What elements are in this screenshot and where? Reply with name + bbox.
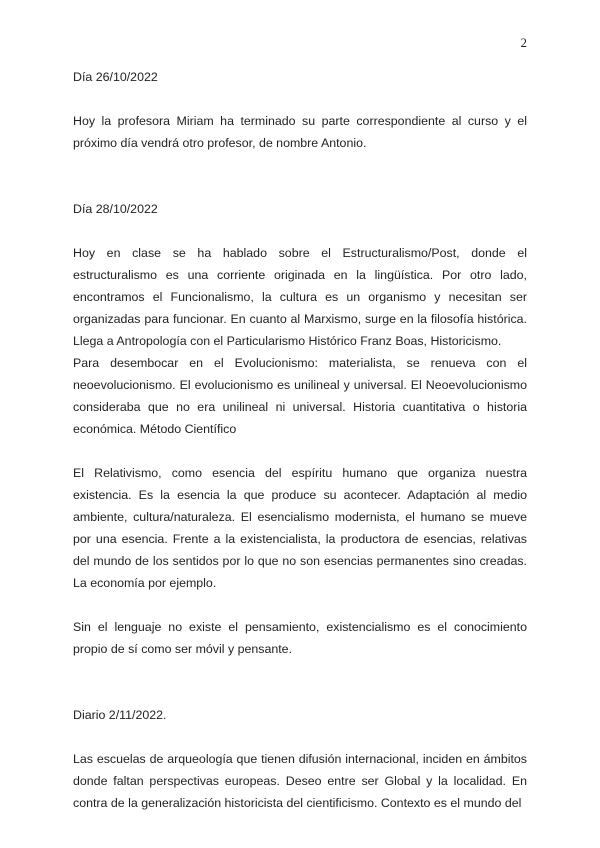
entry-2-paragraph-2: Para desembocar en el Evolucionismo: materialista, se renueva con el neoevolucionismo. El evolucionismo es unilineal y universal. El Neoevolucionismo consideraba que no era unilineal ni universal. Historia cuantitativa o historia económica. Método Científico <box>73 356 527 436</box>
entry-date-2: Día 28/10/2022 <box>73 202 158 216</box>
entry-3-paragraph-1: Las escuelas de arqueología que tienen difusión internacional, inciden en ámbitos donde faltan perspectivas europeas. Deseo entre ser Global y la localidad. En contra de la generalización historicista del cientificismo. Contexto es el mundo del <box>73 752 527 810</box>
entry-1-paragraph-1: Hoy la profesora Miriam ha terminado su parte correspondiente al curso y el próximo día vendrá otro profesor, de nombre Antonio. <box>73 114 527 150</box>
entry-date-1: Día 26/10/2022 <box>73 70 158 84</box>
entry-2-paragraph-3: El Relativismo, como esencia del espíritu humano que organiza nuestra existencia. Es la esencia la que produce su acontecer. Adaptación al medio ambiente, cultura/naturaleza. El esencialismo modernista, el humano se mueve por una esencia. Frente a la existencialista, la productora de esencias, relativas del mundo de los sentidos por lo que no son esencias permanentes sino creadas. La economía por ejemplo. <box>73 466 527 590</box>
entry-2-paragraph-4: Sin el lenguaje no existe el pensamiento, existencialismo es el conocimiento propio de sí como ser móvil y pensante. <box>73 620 527 656</box>
entry-date-3: Diario 2/11/2022. <box>73 708 167 722</box>
entry-2-paragraph-1: Hoy en clase se ha hablado sobre el Estructuralismo/Post, donde el estructuralismo es una corriente originada en la lingüística. Por otro lado, encontramos el Funcionalismo, la cultura es un organismo y necesitan ser organizadas para funcionar. En cuanto al Marxismo, surge en la filosofía histórica. Llega a Antropología con el Particularismo Histórico Franz Boas, Historicismo. <box>73 246 527 348</box>
document-body <box>73 66 527 814</box>
page-number: 2 <box>520 35 527 50</box>
